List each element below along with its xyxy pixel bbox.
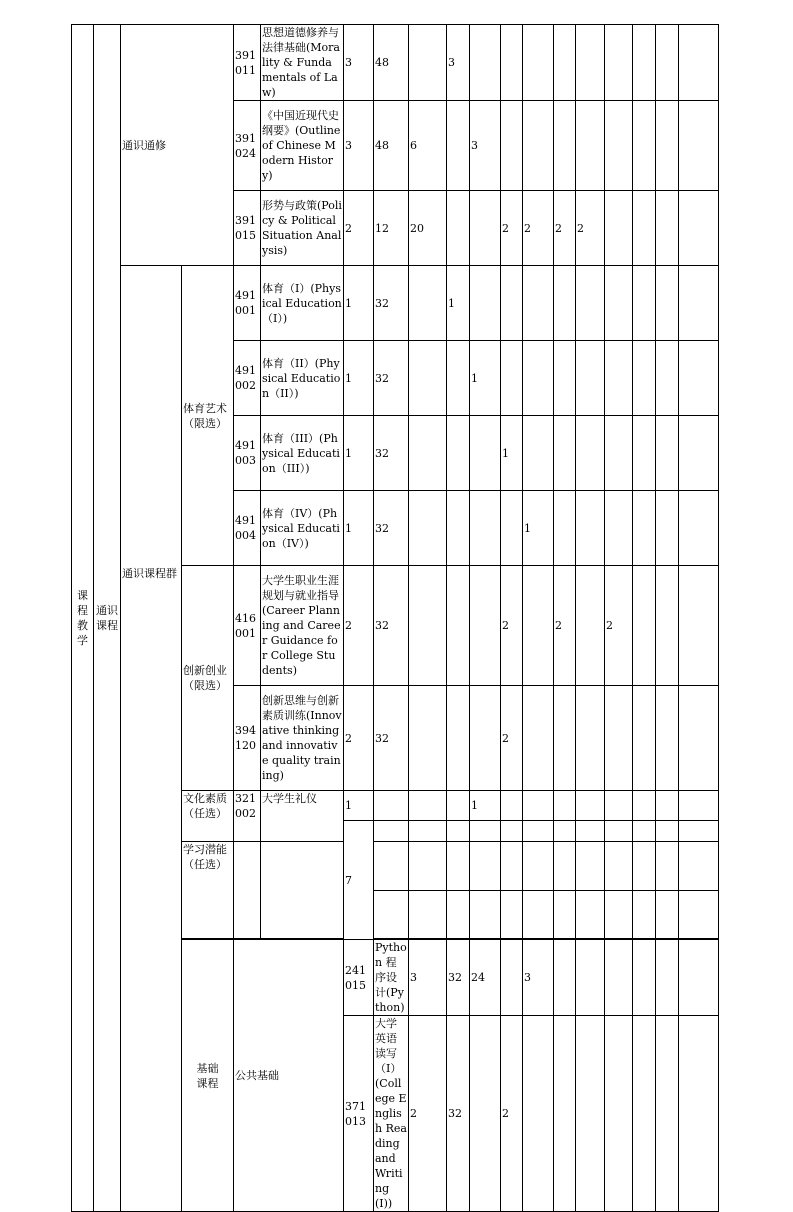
cell <box>656 686 679 791</box>
cell <box>605 341 633 416</box>
cell <box>605 416 633 491</box>
cell <box>656 101 679 191</box>
cell <box>656 266 679 341</box>
cell <box>656 191 679 266</box>
cell <box>679 821 719 842</box>
hours-cell: 48 <box>374 101 409 191</box>
category-level1-label: 课程教学 <box>77 589 88 647</box>
course-code: 416001 <box>234 566 261 686</box>
cell <box>576 940 605 1016</box>
curriculum-table <box>71 24 719 1212</box>
category-general-required: 通识通修 <box>121 25 234 266</box>
cell <box>633 341 656 416</box>
cell <box>470 491 501 566</box>
cell <box>679 25 719 101</box>
category-public-basic: 公共基础 <box>234 940 344 1212</box>
cell <box>554 341 576 416</box>
cell <box>576 842 605 891</box>
cell <box>576 791 605 821</box>
cell <box>633 1016 656 1212</box>
course-name: 大学英语读写（I）(College English Reading and Writing (I)) <box>375 1017 407 1210</box>
cell: 1 <box>501 416 523 491</box>
cell: 2 <box>576 191 605 266</box>
cell <box>409 266 447 341</box>
course-name: 体育（II）(Physical Education（II）) <box>261 341 344 416</box>
cell <box>576 686 605 791</box>
cell <box>501 266 523 341</box>
cell <box>447 341 470 416</box>
cell: 1 <box>470 341 501 416</box>
cell <box>605 842 633 891</box>
cell <box>447 101 470 191</box>
credit-cell: 1 <box>344 491 374 566</box>
table-row <box>72 25 719 101</box>
cell: 1 <box>447 266 470 341</box>
hours-cell: 32 <box>374 491 409 566</box>
hours-cell <box>374 821 409 842</box>
cell <box>656 341 679 416</box>
cell: 2 <box>554 191 576 266</box>
cell: 3 <box>447 25 470 101</box>
cell <box>501 101 523 191</box>
cell <box>523 821 554 842</box>
cell <box>633 686 656 791</box>
hours-cell: 32 <box>374 266 409 341</box>
cell <box>501 821 523 842</box>
credit-cell: 2 <box>344 686 374 791</box>
cell <box>447 491 470 566</box>
cell <box>633 566 656 686</box>
hours-cell: 12 <box>374 191 409 266</box>
cell <box>656 842 679 891</box>
cell <box>523 891 554 939</box>
cell <box>523 416 554 491</box>
cell <box>656 566 679 686</box>
elective-credit-cell: 7 <box>344 821 374 940</box>
course-code: 491003 <box>234 416 261 491</box>
cell: 3 <box>470 101 501 191</box>
cell <box>605 266 633 341</box>
cell <box>656 940 679 1016</box>
cell <box>409 416 447 491</box>
cell <box>679 266 719 341</box>
hours-cell <box>374 842 409 891</box>
category-general-group-label: 通识课程群 <box>122 567 177 580</box>
cell <box>576 891 605 939</box>
cell <box>447 191 470 266</box>
credit-cell: 1 <box>344 791 374 821</box>
cell <box>409 491 447 566</box>
hours-cell: 32 <box>447 940 470 1016</box>
cell <box>523 25 554 101</box>
course-name: 思想道德修养与法律基础(Morality & Fundamentals of Law) <box>261 25 344 101</box>
cell <box>605 891 633 939</box>
cell <box>679 1016 719 1212</box>
cell <box>576 566 605 686</box>
cell <box>470 566 501 686</box>
cell: 2 <box>501 566 523 686</box>
course-code: 391015 <box>234 191 261 266</box>
course-code-empty <box>234 842 261 939</box>
cell: 2 <box>523 191 554 266</box>
cell: 2 <box>554 566 576 686</box>
cell <box>470 891 501 939</box>
cell <box>470 25 501 101</box>
course-code: 391024 <box>234 101 261 191</box>
cell <box>501 940 523 1016</box>
course-name: 创新思维与创新素质训练(Innovative thinking and innovative quality training) <box>261 686 344 791</box>
cell <box>554 842 576 891</box>
cell <box>501 341 523 416</box>
cell <box>679 791 719 821</box>
course-code: 491002 <box>234 341 261 416</box>
course-code: 491004 <box>234 491 261 566</box>
cell <box>554 1016 576 1212</box>
course-code: 241015 <box>344 940 374 1016</box>
course-code: 321002 <box>234 791 261 842</box>
cell <box>605 191 633 266</box>
cell <box>470 686 501 791</box>
credit-cell: 3 <box>344 101 374 191</box>
cell: 20 <box>409 191 447 266</box>
hours-cell <box>374 891 409 939</box>
cell <box>554 101 576 191</box>
hours-cell <box>374 791 409 821</box>
cell <box>501 891 523 939</box>
course-code: 491001 <box>234 266 261 341</box>
cell <box>554 266 576 341</box>
cell <box>501 491 523 566</box>
cell <box>679 191 719 266</box>
cell: 1 <box>470 791 501 821</box>
cell <box>656 25 679 101</box>
category-innovation: 创新创业（限选） <box>182 566 234 791</box>
course-name: 体育（IV）(Physical Education（IV）) <box>261 491 344 566</box>
category-basic <box>182 940 234 1212</box>
hours-cell: 32 <box>447 1016 470 1212</box>
cell <box>679 686 719 791</box>
cell <box>554 891 576 939</box>
cell <box>554 25 576 101</box>
cell <box>656 821 679 842</box>
cell <box>409 821 447 842</box>
cell <box>679 566 719 686</box>
cell <box>576 416 605 491</box>
credit-cell: 3 <box>344 25 374 101</box>
course-name: 体育（I）(Physical Education（I）) <box>261 266 344 341</box>
cell <box>447 842 470 891</box>
category-general <box>94 25 121 1212</box>
cell <box>633 491 656 566</box>
cell <box>605 821 633 842</box>
cell <box>605 1016 633 1212</box>
cell <box>470 1016 501 1212</box>
cell <box>523 566 554 686</box>
cell <box>679 842 719 891</box>
credit-cell: 1 <box>344 416 374 491</box>
course-name-empty <box>261 842 344 939</box>
credit-cell: 2 <box>344 566 374 686</box>
cell <box>633 101 656 191</box>
category-culture: 文化素质（任选） <box>182 791 234 842</box>
cell <box>447 791 470 821</box>
course-name: 大学生礼仪 <box>261 791 344 842</box>
cell <box>656 891 679 939</box>
cell <box>576 101 605 191</box>
cell <box>633 791 656 821</box>
cell <box>679 341 719 416</box>
hours-cell: 32 <box>374 416 409 491</box>
cell: 6 <box>409 101 447 191</box>
cell <box>409 566 447 686</box>
cell <box>679 891 719 939</box>
course-code: 391011 <box>234 25 261 101</box>
cell <box>554 821 576 842</box>
cell <box>656 1016 679 1212</box>
cell <box>605 101 633 191</box>
course-name: 《中国近现代史纲要》(Outline of Chinese Modern History) <box>261 101 344 191</box>
cell <box>576 1016 605 1212</box>
category-general-label: 通识课程 <box>96 604 118 632</box>
cell <box>554 491 576 566</box>
cell <box>633 416 656 491</box>
cell <box>523 266 554 341</box>
cell <box>409 842 447 891</box>
cell <box>470 821 501 842</box>
cell <box>633 891 656 939</box>
cell <box>633 266 656 341</box>
cell <box>576 821 605 842</box>
cell: 1 <box>523 491 554 566</box>
course-name: Python 程序设计(Python) <box>375 941 407 1014</box>
cell <box>605 25 633 101</box>
category-general-group <box>121 266 182 1212</box>
cell: 2 <box>501 686 523 791</box>
course-code: 371013 <box>344 1016 374 1212</box>
cell <box>523 791 554 821</box>
cell <box>409 891 447 939</box>
cell <box>470 416 501 491</box>
hours-cell: 32 <box>374 341 409 416</box>
credit-cell: 1 <box>344 341 374 416</box>
curriculum-table-wrapper <box>71 24 718 1212</box>
cell <box>633 191 656 266</box>
cell <box>501 25 523 101</box>
cell <box>633 25 656 101</box>
cell <box>605 686 633 791</box>
hours-cell: 32 <box>374 686 409 791</box>
category-learning: 学习潜能（任选） <box>182 842 234 939</box>
cell: 2 <box>501 1016 523 1212</box>
cell <box>447 566 470 686</box>
cell <box>554 791 576 821</box>
cell <box>633 940 656 1016</box>
cell <box>409 341 447 416</box>
cell <box>679 101 719 191</box>
category-level1 <box>72 25 94 1212</box>
cell <box>605 791 633 821</box>
cell <box>523 341 554 416</box>
hours-cell: 48 <box>374 25 409 101</box>
cell <box>523 101 554 191</box>
cell <box>576 25 605 101</box>
curriculum-table-body <box>72 25 719 1212</box>
cell <box>554 416 576 491</box>
cell <box>523 1016 554 1212</box>
course-name: 形势与政策(Policy & Political Situation Analysis) <box>261 191 344 266</box>
cell <box>409 25 447 101</box>
cell <box>447 821 470 842</box>
cell <box>470 266 501 341</box>
credit-cell: 1 <box>344 266 374 341</box>
cell <box>470 842 501 891</box>
cell <box>576 341 605 416</box>
cell <box>554 940 576 1016</box>
cell <box>409 686 447 791</box>
cell <box>679 940 719 1016</box>
cell <box>656 491 679 566</box>
cell <box>576 266 605 341</box>
cell <box>447 891 470 939</box>
cell <box>447 686 470 791</box>
cell <box>633 821 656 842</box>
credit-cell: 2 <box>344 191 374 266</box>
cell: 2 <box>605 566 633 686</box>
cell <box>605 940 633 1016</box>
cell <box>679 416 719 491</box>
category-basic-label: 基础课程 <box>196 1061 219 1090</box>
cell <box>656 791 679 821</box>
cell <box>656 416 679 491</box>
cell <box>501 791 523 821</box>
course-name: 体育（III）(Physical Education（III）) <box>261 416 344 491</box>
cell <box>554 686 576 791</box>
category-pe-arts: 体育艺术（限选） <box>182 266 234 566</box>
cell: 3 <box>523 940 554 1016</box>
course-name: 大学生职业生涯规划与就业指导(Career Planning and Career Guidance for College Students) <box>261 566 344 686</box>
cell <box>679 491 719 566</box>
table-row <box>72 266 719 341</box>
cell <box>605 491 633 566</box>
cell <box>409 791 447 821</box>
cell <box>576 491 605 566</box>
hours-cell: 32 <box>374 566 409 686</box>
cell <box>501 842 523 891</box>
course-code: 394120 <box>234 686 261 791</box>
cell <box>523 842 554 891</box>
credit-cell: 3 <box>409 940 447 1016</box>
cell <box>470 191 501 266</box>
cell <box>447 416 470 491</box>
cell <box>523 686 554 791</box>
cell <box>633 842 656 891</box>
cell: 2 <box>501 191 523 266</box>
cell: 24 <box>470 940 501 1016</box>
credit-cell: 2 <box>409 1016 447 1212</box>
